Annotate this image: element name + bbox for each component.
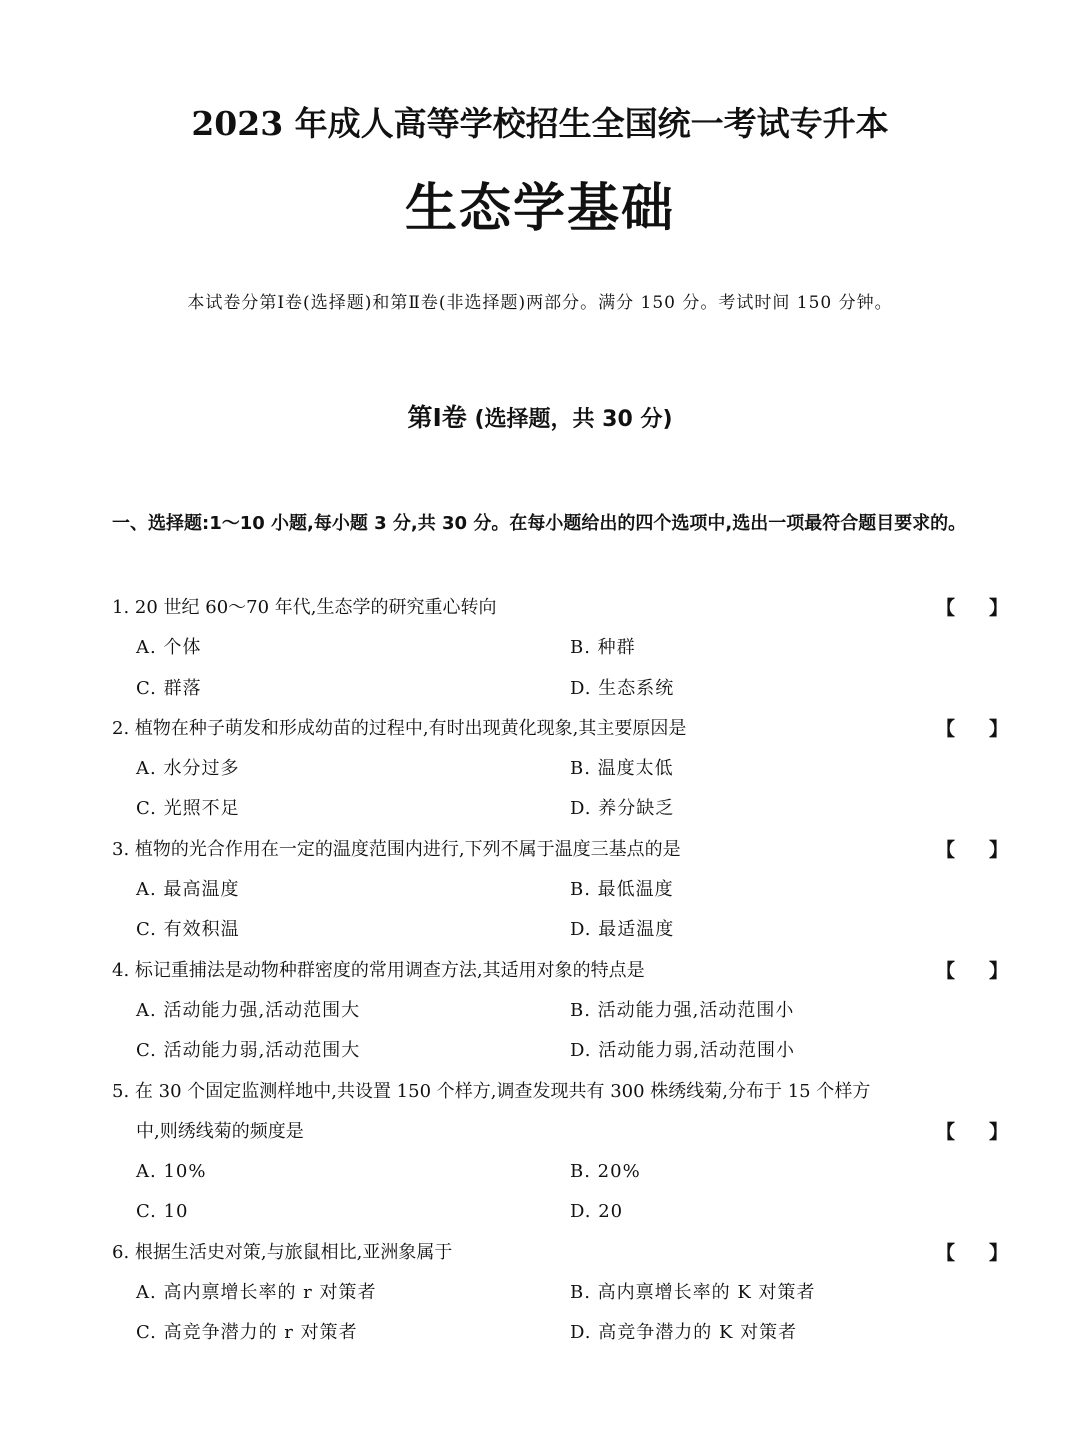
question-3-options-row — [112, 910, 1010, 950]
question-1-stem — [112, 588, 1010, 628]
answer-bracket: 【 】 — [935, 1120, 1008, 1143]
question-5-options-row — [112, 1152, 1010, 1192]
option-b: B. 最低温度 — [570, 879, 674, 901]
option-b: B. 温度太低 — [570, 758, 674, 780]
option-a: A. 最高温度 — [136, 879, 240, 901]
question-2-options-row — [112, 789, 1010, 829]
question-1-options-row — [112, 628, 1010, 668]
option-b: B. 活动能力强,活动范围小 — [570, 999, 795, 1021]
option-c: C. 群落 — [136, 677, 202, 699]
question-5-stem-continued — [112, 1112, 1010, 1152]
exam-title: 2023 年成人高等学校招生全国统一考试专升本 — [191, 104, 889, 143]
question-5-options-row — [112, 1192, 1010, 1232]
section-title-detail: (选择题，共 30 分) — [466, 407, 673, 432]
option-a: A. 高内禀增长率的 r 对策者 — [136, 1282, 377, 1304]
option-d: D. 20 — [570, 1201, 624, 1223]
question-list — [112, 588, 1010, 1354]
option-a: A. 10% — [136, 1161, 207, 1183]
option-b: B. 高内禀增长率的 K 对策者 — [570, 1282, 816, 1304]
question-4-options-row — [112, 1031, 1010, 1071]
question-3-options-row — [112, 870, 1010, 910]
option-d: D. 生态系统 — [570, 677, 675, 699]
question-5-stem — [112, 1072, 1010, 1112]
answer-bracket: 【 】 — [935, 838, 1008, 861]
question-6-options-row — [112, 1313, 1010, 1353]
exam-intro: 本试卷分第Ⅰ卷(选择题)和第Ⅱ卷(非选择题)两部分。满分 150 分。考试时间 150 分钟。 — [187, 293, 893, 313]
option-c: C. 光照不足 — [136, 798, 240, 820]
section-title — [0, 398, 1080, 434]
option-d: D. 养分缺乏 — [570, 798, 675, 820]
option-d: D. 活动能力弱,活动范围小 — [570, 1040, 795, 1062]
option-c: C. 活动能力弱,活动范围大 — [136, 1040, 361, 1062]
question-6-options-row — [112, 1273, 1010, 1313]
question-text: 1. 20 世纪 60～70 年代,生态学的研究重心转向 — [112, 597, 497, 618]
question-6-stem — [112, 1233, 1010, 1273]
question-3-stem — [112, 830, 1010, 870]
section-title-part: 第Ⅰ卷 — [407, 403, 467, 432]
answer-bracket: 【 】 — [935, 717, 1008, 740]
option-d: D. 最适温度 — [570, 919, 675, 941]
option-d: D. 高竞争潜力的 K 对策者 — [570, 1322, 798, 1344]
question-text: 6. 根据生活史对策,与旅鼠相比,亚洲象属于 — [112, 1241, 453, 1263]
question-2-stem — [112, 709, 1010, 749]
question-4-options-row — [112, 991, 1010, 1031]
question-2-options-row — [112, 749, 1010, 789]
answer-bracket: 【 】 — [935, 597, 1008, 619]
question-text: 5. 在 30 个固定监测样地中,共设置 150 个样方,调查发现共有 300 株绣线菊,分布于 15 个样方 — [112, 1080, 871, 1102]
option-b: B. 种群 — [570, 637, 636, 659]
section-instructions: 一、选择题:1～10 小题,每小题 3 分,共 30 分。在每小题给出的四个选项中,选出一项最符合题目要求的。 — [112, 513, 967, 534]
option-c: C. 高竞争潜力的 r 对策者 — [136, 1322, 358, 1344]
question-1-options-row — [112, 669, 1010, 709]
question-text: 4. 标记重捕法是动物种群密度的常用调查方法,其适用对象的特点是 — [112, 959, 645, 981]
option-c: C. 10 — [136, 1201, 189, 1223]
option-a: A. 个体 — [136, 637, 202, 659]
option-a: A. 水分过多 — [136, 758, 240, 780]
question-text-continued: 中,则绣线菊的频度是 — [136, 1120, 304, 1142]
option-c: C. 有效积温 — [136, 919, 240, 941]
option-a: A. 活动能力强,活动范围大 — [136, 999, 361, 1021]
subject-title: 生态学基础 — [404, 179, 675, 239]
answer-bracket: 【 】 — [935, 1241, 1008, 1264]
answer-bracket: 【 】 — [935, 959, 1008, 982]
question-text: 3. 植物的光合作用在一定的温度范围内进行,下列不属于温度三基点的是 — [112, 838, 681, 860]
option-b: B. 20% — [570, 1161, 641, 1183]
question-text: 2. 植物在种子萌发和形成幼苗的过程中,有时出现黄化现象,其主要原因是 — [112, 717, 687, 739]
question-4-stem — [112, 951, 1010, 991]
